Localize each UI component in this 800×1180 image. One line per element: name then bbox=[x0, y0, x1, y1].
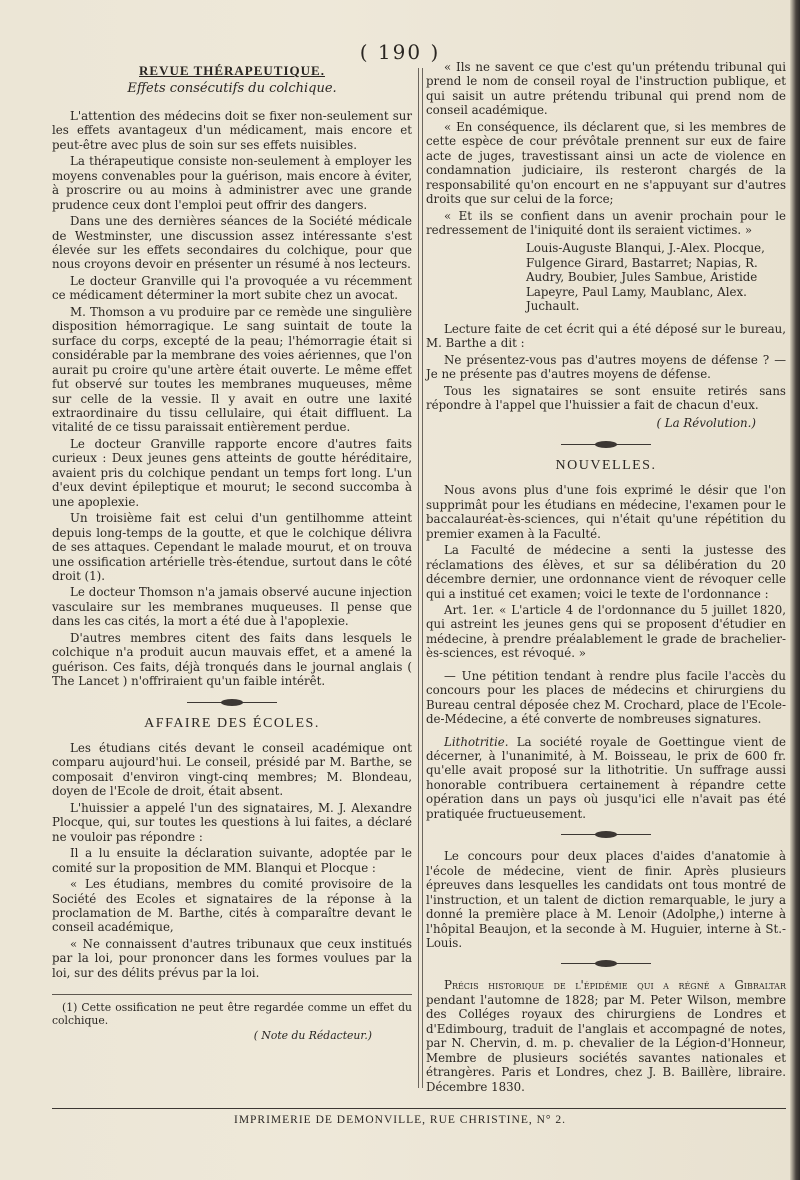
paragraph: « Ne connaissent d'autres tribunaux que ceux institués par la loi, pour prononcer dans les formes voulues par la loi, sur des délits prévus par la loi. bbox=[52, 936, 412, 980]
source-citation: ( La Révolution.) bbox=[656, 416, 756, 431]
precis-title: Précis historique de l'épidémie qui a régné a Gibraltar bbox=[444, 978, 786, 993]
footnote-rule bbox=[52, 994, 412, 995]
paragraph: — Une pétition tendant à rendre plus facile l'accès du concours pour les places de médecins et chirurgiens du Bureau central déposée chez M. Crochard, place de l'Ecole-de-Médecine, a été converte de nombreuses signatures. bbox=[426, 668, 786, 727]
affaire-title: AFFAIRE DES ÉCOLES. bbox=[144, 715, 320, 731]
imprint-line: IMPRIMERIE DE DEMONVILLE, RUE CHRISTINE, N° 2. bbox=[233, 1114, 566, 1126]
column-divider bbox=[418, 68, 419, 1088]
paragraph: Ne présentez-vous pas d'autres moyens de défense ? — Je ne présente pas d'autres moyens de défense. bbox=[426, 352, 786, 382]
paragraph: Le concours pour deux places d'aides d'anatomie à l'école de médecine, vient de finir. Après plusieurs épreuves dans lesquelles les candidats ont tous montré de l'instruction, et un talent de diction remarquable, le jury a donné la première place à M. Lenoir (Adolphe,) interne à l'hôpital Beaujon, et la seconde à M. Huguier, interne à St.-Louis. bbox=[426, 849, 786, 951]
right-column bbox=[426, 60, 786, 1096]
paragraph bbox=[426, 735, 786, 822]
paragraph: Lecture faite de cet écrit qui a été déposé sur le bureau, M. Barthe a dit : bbox=[426, 321, 786, 351]
paragraph: Les étudians cités devant le conseil académique ont comparu aujourd'hui. Le conseil, présidé par M. Barthe, se composait d'environ vingt-cinq membres; M. Blondeau, doyen de l'Ecole de droit, était absent. bbox=[52, 741, 412, 799]
page-number: ( 190 ) bbox=[359, 40, 441, 64]
paragraph: Dans une des dernières séances de la Société médicale de Westminster, une discussion assez intéressante s'est élevée sur les effets secondaires du colchique, pour que nous croyons devoir en présenter un résumé à nos lecteurs. bbox=[52, 214, 412, 272]
paragraph: « Les étudians, membres du comité provisoire de la Société des Ecoles et signataires de la réponse à la proclamation de M. Barthe, cités à comparaître devant le conseil académique, bbox=[52, 877, 412, 935]
paragraph bbox=[426, 978, 786, 1094]
paragraph: « Et ils se confient dans un avenir prochain pour le redressement de l'iniquité dont ils seraient victimes. » bbox=[426, 208, 786, 237]
bottom-rule bbox=[52, 1108, 786, 1109]
section-ornament bbox=[187, 699, 277, 707]
paragraph: Le docteur Granville qui l'a provoquée a vu récemment ce médicament déterminer la mort subite chez un avocat. bbox=[52, 273, 412, 303]
section-ornament bbox=[561, 441, 651, 449]
left-column bbox=[52, 60, 412, 1044]
section-ornament bbox=[561, 831, 651, 839]
revue-title: REVUE THÉRAPEUTIQUE. bbox=[139, 63, 325, 78]
paragraph: « En conséquence, ils déclarent que, si les membres de cette espèce de cour prévôtale prennent sur eux de faire acte de juges, travestissant ainsi un acte de violence en condamnation judiciaire, ils resteront chargés de la responsabilité qu'on encourt en ne s'appuyant sur d'autres droits que sur celui de la force; bbox=[426, 119, 786, 207]
paragraph: Nous avons plus d'une fois exprimé le désir que l'on supprimât pour les étudians en médecine, l'examen pour le baccalauréat-ès-sciences, qui n'était qu'une répétition du premier examen à la Faculté. bbox=[426, 483, 786, 541]
paragraph: L'huissier a appelé l'un des signataires, M. J. Alexandre Plocque, qui, sur toutes les questions à lui faites, a déclaré ne vouloir pas répondre : bbox=[52, 800, 412, 844]
paragraph: Tous les signataires se sont ensuite retirés sans répondre à l'appel que l'huissier a fait de chacun d'eux. bbox=[426, 383, 786, 412]
paragraph: Art. 1er. « L'article 4 de l'ordonnance du 5 juillet 1820, qui astreint les jeunes gens qui se proposent d'étudier en médecine, à prendre préalablement le grade de brachelier-ès-sciences, est révoqué. » bbox=[426, 602, 786, 661]
nouvelles-title: NOUVELLES. bbox=[555, 457, 657, 473]
paragraph: La Faculté de médecine a senti la justesse des réclamations des élèves, et sur sa délibération du 20 décembre dernier, une ordonnance vient de révoquer celle qui a institué cet examen; voici le texte de l'ordonnance : bbox=[426, 543, 786, 601]
column-divider bbox=[422, 68, 423, 1088]
paragraph: Le docteur Thomson n'a jamais observé aucune injection vasculaire sur les membranes muqueuses. Il pense que dans les cas cités, la mort a été due à l'apoplexie. bbox=[52, 585, 412, 629]
revue-subtitle: Effets consécutifs du colchique. bbox=[127, 81, 337, 97]
lithotritie-text: La société royale de Goettingue vient de décerner, à l'unanimité, à M. Boisseau, le prix de 600 fr. qu'elle avait proposé sur la lithotritie. Un suffrage aussi honorable contribuera certainement à répandre cette opération dans un pays où jusqu'ici elle n'avait pas été pratiquée fructueusement. bbox=[426, 734, 786, 821]
paragraph: Un troisième fait est celui d'un gentilhomme atteint depuis long-temps de la goutte, et que le colchique délivra de ses attaques. Cependant le malade mourut, et on trouva une ossification artérielle très-étendue, surtout dans le côté droit (1). bbox=[52, 511, 412, 583]
paragraph: L'attention des médecins doit se fixer non-seulement sur les effets avantageux d'un médicament, mais encore et peut-être avec plus de soin sur ses effets nuisibles. bbox=[52, 108, 412, 152]
paragraph: « Ils ne savent ce que c'est qu'un prétendu tribunal qui prend le nom de conseil royal de l'instruction publique, et qui saisit un autre prétendu tribunal qui prend nom de conseil académique. bbox=[426, 60, 786, 118]
page-edge-shadow bbox=[790, 0, 800, 1180]
paragraph: Le docteur Granville rapporte encore d'autres faits curieux : Deux jeunes gens atteints de goutte héréditaire, avaient pris du colchique pendant un temps fort long. L'un d'eux devint épileptique et mourut; le second succomba à une apoplexie. bbox=[52, 436, 412, 509]
paragraph: D'autres membres citent des faits dans lesquels le colchique n'a produit aucun mauvais effet, et a amené la guérison. Ces faits, déjà tronqués dans le journal anglais ( The Lancet ) n'offriraient qu'un faible intérêt. bbox=[52, 630, 412, 689]
footnote: (1) Cette ossification ne peut être regardée comme un effet du colchique. bbox=[52, 1001, 412, 1028]
section-ornament bbox=[561, 960, 651, 968]
signatures: Louis-Auguste Blanqui, J.-Alex. Plocque, Fulgence Girard, Bastarret; Napias, R. Audry, Boubier, Jules Sambue, Aristide Lapeyre, Paul Lamy, Maublanc, Alex. Juchault. bbox=[526, 241, 765, 314]
precis-text: pendant l'automne de 1828; par M. Peter Wilson, membre des Colléges royaux des chirurgiens de Londres et d'Edimbourg, traduit de l'anglais et accompagné de notes, par N. Chervin, d. m. p. chevalier de la Légion-d'Honneur, Membre de plusieurs sociétés savantes nationales et étrangères. Paris et Londres, chez J. B. Baillère, libraire. Décembre 1830. bbox=[426, 992, 786, 1094]
lithotritie-label: Lithotritie. bbox=[444, 734, 509, 749]
paragraph: Il a lu ensuite la déclaration suivante, adoptée par le comité sur la proposition de MM. Blanqui et Plocque : bbox=[52, 846, 412, 875]
paragraph: La thérapeutique consiste non-seulement à employer les moyens convenables pour la guérison, mais encore à éviter, à proscrire ou au moins à administrer avec une grande prudence ceux dont l'emploi peut offrir des dangers. bbox=[52, 154, 412, 212]
paragraph: M. Thomson a vu produire par ce remède une singulière disposition hémorragique. Le sang suintait de toute la surface du corps, excepté de la peau; l'hémorragie était si considérable par la membrane des voies aériennes, que l'on aurait pu croire qu'une artère était ouverte. Le même effet fut observé sur toutes les membranes muqueuses, même sur celle de la vessie. Il y avait en outre une laxité extraordinaire du tissu cellulaire, qui était diffluent. La vitalité de ce tissu paraissait entièrement perdue. bbox=[52, 304, 412, 435]
footnote-signature: ( Note du Rédacteur.) bbox=[253, 1029, 372, 1043]
